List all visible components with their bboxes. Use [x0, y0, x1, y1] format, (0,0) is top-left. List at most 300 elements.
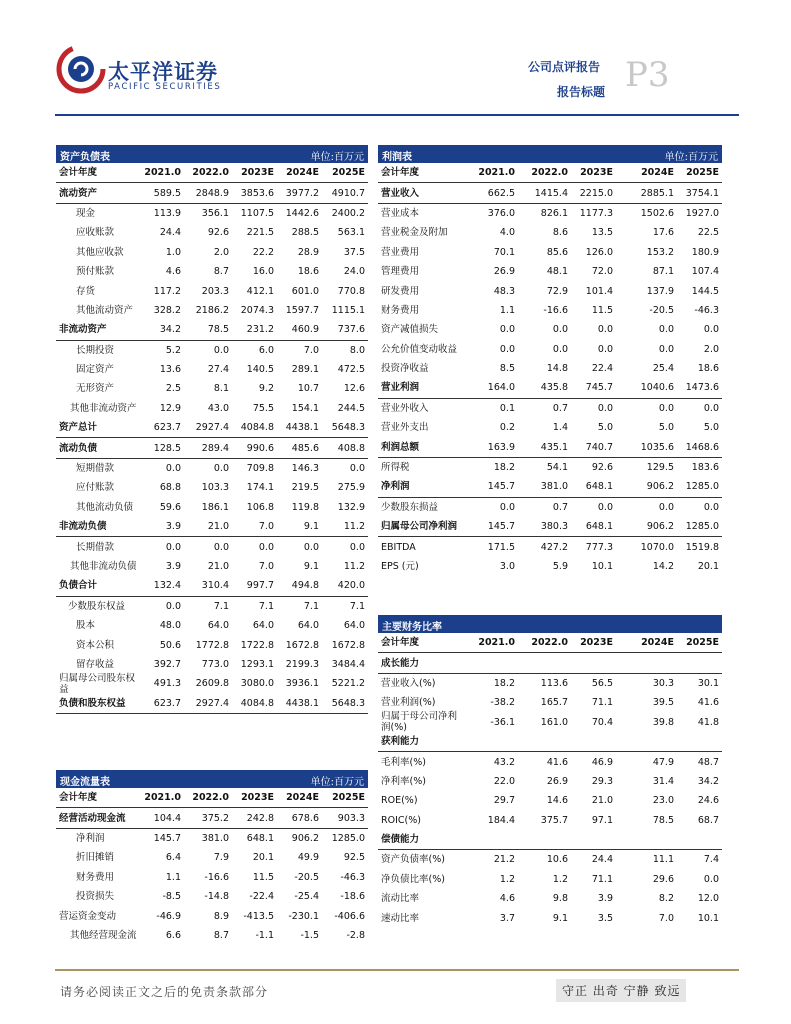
value-cell: -16.6	[204, 871, 229, 883]
value-cell: 78.5	[207, 324, 229, 336]
value-cell: 11.2	[343, 561, 365, 572]
row-label: 存货	[76, 285, 96, 297]
value-cell: 310.4	[201, 580, 229, 592]
table-row	[378, 908, 722, 927]
value-cell: 485.6	[291, 442, 319, 454]
value-cell: 34.2	[159, 324, 181, 336]
value-cell: 589.5	[153, 187, 181, 199]
table-row	[56, 868, 368, 887]
value-cell: 1502.6	[640, 207, 674, 219]
table-row	[378, 772, 722, 791]
value-cell: 71.1	[591, 873, 613, 885]
value-cell: 3080.0	[240, 678, 274, 690]
year-cell: 2025E	[686, 167, 719, 179]
row-label: 投资损失	[76, 891, 115, 903]
table-row	[378, 243, 722, 262]
table-row	[378, 752, 722, 771]
row-label: 利润总额	[381, 441, 420, 453]
value-cell: 24.4	[159, 227, 181, 239]
income-statement-table	[378, 145, 722, 576]
value-cell: 678.6	[291, 812, 319, 824]
value-cell: 78.5	[652, 814, 674, 826]
value-cell: 289.1	[291, 364, 319, 376]
value-cell: 0.0	[703, 873, 719, 885]
value-cell: 145.7	[487, 481, 515, 493]
value-cell: 0.0	[703, 402, 719, 414]
value-cell: 48.7	[697, 756, 719, 768]
value-cell: 0.0	[703, 324, 719, 336]
row-label: 成长能力	[381, 657, 420, 669]
value-cell: 0.0	[165, 600, 181, 612]
value-cell: 146.3	[291, 463, 319, 475]
value-cell: 107.4	[691, 266, 719, 278]
value-cell: 5.2	[165, 344, 181, 356]
row-label: 应收账款	[76, 227, 115, 239]
value-cell: 64.0	[343, 620, 365, 632]
value-cell: 2927.4	[195, 697, 229, 709]
row-label: 营业税金及附加	[381, 227, 448, 239]
value-cell: 103.3	[201, 482, 229, 494]
value-cell: 0.0	[597, 343, 614, 355]
value-cell: 20.1	[697, 561, 719, 572]
table-row	[378, 262, 722, 281]
value-cell: 0.1	[499, 402, 515, 414]
table-row	[56, 438, 368, 458]
value-cell: 0.0	[499, 324, 515, 336]
table-row	[378, 204, 722, 223]
value-cell: 1442.6	[285, 207, 319, 219]
value-cell: 1927.0	[685, 207, 719, 219]
row-label: EPS (元)	[381, 561, 419, 572]
value-cell: 0.0	[597, 501, 613, 513]
year-cell: 2022.0	[531, 167, 568, 179]
table-row	[378, 732, 722, 752]
table-row	[56, 223, 368, 242]
value-cell: 128.5	[153, 442, 181, 454]
value-cell: 289.4	[201, 442, 229, 454]
value-cell: 11.5	[252, 871, 274, 883]
row-label: 长期投资	[76, 344, 115, 356]
financial-ratios-table	[378, 615, 722, 928]
table-row	[56, 399, 368, 418]
value-cell: 6.6	[165, 929, 181, 941]
value-cell: 54.1	[546, 462, 568, 474]
value-cell: 491.3	[153, 678, 181, 690]
year-cell: 2025E	[332, 167, 365, 179]
value-cell: 1415.4	[534, 187, 568, 199]
table-row	[56, 478, 368, 497]
row-label: 非流动负债	[59, 521, 107, 533]
value-cell: 10.1	[697, 912, 719, 924]
value-cell: 37.5	[343, 246, 365, 258]
table-row	[378, 301, 722, 320]
table-row	[378, 517, 722, 537]
year-cell: 2022.0	[531, 637, 568, 649]
row-label: 毛利率(%)	[381, 756, 426, 768]
value-cell: -46.3	[340, 871, 365, 883]
row-label: 负债合计	[59, 580, 98, 592]
value-cell: 1519.8	[685, 541, 719, 553]
value-cell: 8.1	[213, 383, 229, 395]
value-cell: 21.0	[207, 521, 229, 533]
value-cell: 5.0	[658, 422, 674, 434]
value-cell: 3.5	[597, 912, 613, 924]
value-cell: 0.0	[552, 343, 569, 355]
value-cell: 26.9	[493, 266, 515, 278]
value-cell: 1672.8	[331, 639, 365, 651]
value-cell: 1672.8	[285, 639, 319, 651]
table-row	[378, 458, 722, 477]
value-cell: 46.9	[591, 756, 613, 768]
value-cell: 129.5	[646, 462, 674, 474]
value-cell: 3.9	[165, 561, 181, 572]
value-cell: 68.7	[697, 814, 719, 826]
row-label: 营业利润	[381, 382, 420, 394]
value-cell: 494.8	[291, 580, 319, 592]
value-cell: 381.0	[201, 832, 229, 844]
value-cell: 85.6	[546, 246, 568, 258]
value-cell: 328.2	[153, 304, 181, 316]
year-cell: 2024E	[641, 637, 674, 649]
row-label: 净利率(%)	[381, 775, 426, 787]
value-cell: 30.3	[652, 677, 674, 689]
value-cell: 184.4	[487, 814, 515, 826]
row-label: 经营活动现金流	[59, 812, 126, 824]
value-cell: 186.1	[201, 501, 229, 513]
value-cell: 56.5	[591, 677, 613, 689]
value-cell: 709.8	[246, 463, 274, 475]
value-cell: 153.2	[646, 246, 674, 258]
row-label: 营业外收入	[381, 402, 429, 414]
value-cell: 22.5	[697, 227, 719, 239]
table-row	[378, 811, 722, 830]
value-cell: 356.1	[201, 207, 229, 219]
value-cell: 3936.1	[285, 678, 319, 690]
value-cell: 1293.1	[240, 658, 274, 670]
value-cell: -25.4	[294, 891, 319, 903]
value-cell: 0.0	[703, 501, 719, 513]
value-cell: 119.8	[291, 501, 319, 513]
value-cell: 3.9	[165, 521, 181, 533]
value-cell: 906.2	[646, 481, 674, 493]
row-label: 所得税	[381, 462, 410, 474]
year-label: 会计年度	[381, 637, 420, 649]
value-cell: 161.0	[540, 716, 568, 728]
table-row	[378, 830, 722, 850]
value-cell: 21.2	[493, 854, 515, 866]
value-cell: 0.7	[552, 402, 568, 414]
value-cell: 1.2	[552, 873, 568, 885]
value-cell: 3.0	[499, 561, 515, 572]
value-cell: 0.0	[349, 463, 365, 475]
value-cell: 8.0	[349, 344, 365, 356]
value-cell: 163.9	[487, 441, 515, 453]
value-cell: 145.7	[487, 521, 516, 533]
value-cell: 375.2	[201, 812, 229, 824]
table-title-bar	[378, 145, 722, 163]
row-label: 营业成本	[381, 207, 420, 219]
value-cell: -413.5	[243, 910, 274, 922]
value-cell: 0.0	[213, 463, 229, 475]
value-cell: -20.5	[294, 871, 319, 883]
value-cell: -22.4	[249, 891, 274, 903]
value-cell: 48.1	[546, 266, 568, 278]
value-cell: 219.5	[291, 482, 319, 494]
value-cell: 745.7	[585, 382, 613, 394]
value-cell: 412.1	[246, 285, 274, 297]
table-row	[56, 418, 368, 438]
value-cell: 0.0	[597, 324, 613, 336]
value-cell: 7.1	[349, 600, 365, 612]
value-cell: 164.0	[487, 382, 515, 394]
value-cell: 1115.1	[331, 304, 365, 316]
table-row	[56, 906, 368, 925]
value-cell: 3977.2	[285, 187, 319, 199]
value-cell: 0.0	[658, 324, 674, 336]
value-cell: 1285.0	[685, 521, 720, 533]
value-cell: 12.9	[159, 402, 181, 414]
table-row	[378, 223, 722, 242]
value-cell: 13.6	[159, 364, 181, 376]
value-cell: 826.1	[540, 207, 568, 219]
value-cell: -18.6	[340, 891, 365, 903]
value-cell: 64.0	[207, 620, 229, 632]
value-cell: 0.0	[258, 541, 274, 553]
value-cell: 2609.8	[195, 678, 229, 690]
value-cell: 9.2	[258, 383, 274, 395]
table-row	[56, 379, 368, 398]
value-cell: 5221.2	[331, 678, 365, 690]
year-header-row	[56, 788, 368, 808]
row-label: 其他流动负债	[76, 501, 134, 513]
value-cell: 1.0	[165, 246, 181, 258]
table-title: 利润表	[382, 152, 412, 163]
table-row	[378, 320, 722, 339]
year-cell: 2021.0	[478, 167, 515, 179]
value-cell: 5648.3	[331, 697, 365, 709]
balance-sheet-table	[56, 145, 368, 714]
row-label: 营业费用	[381, 246, 420, 258]
value-cell: 39.5	[652, 697, 674, 709]
value-cell: -1.5	[300, 929, 319, 941]
value-cell: 165.7	[540, 697, 568, 709]
value-cell: 26.9	[546, 775, 568, 787]
table-row	[56, 635, 368, 654]
value-cell: 43.2	[493, 756, 515, 768]
row-label: 长期借款	[76, 541, 115, 553]
value-cell: 0.0	[349, 541, 365, 553]
year-cell: 2021.0	[144, 792, 181, 804]
value-cell: 1107.5	[240, 207, 274, 219]
table-unit: 单位:百万元	[664, 152, 718, 163]
value-cell: 27.4	[207, 364, 229, 376]
value-cell: 2.5	[165, 383, 181, 395]
value-cell: 5.0	[597, 422, 613, 434]
value-cell: 1285.0	[331, 832, 365, 844]
row-label: 归属于母公司净利润(%)	[381, 711, 458, 734]
value-cell: 75.5	[252, 402, 274, 414]
value-cell: 24.0	[343, 266, 365, 278]
value-cell: -46.3	[694, 304, 719, 316]
value-cell: 2215.0	[579, 187, 613, 199]
value-cell: 5.9	[552, 561, 568, 572]
year-header-row	[378, 163, 722, 183]
value-cell: 4.6	[499, 893, 515, 905]
value-cell: 0.0	[213, 541, 229, 553]
row-label: ROIC(%)	[381, 814, 421, 826]
row-label: 非流动资产	[59, 324, 107, 336]
value-cell: 435.1	[540, 441, 568, 453]
row-label: 偿债能力	[381, 834, 420, 846]
value-cell: -8.5	[162, 891, 181, 903]
table-row	[378, 557, 722, 576]
year-cell: 2025E	[686, 637, 719, 649]
value-cell: 18.2	[493, 677, 515, 689]
table-row	[56, 616, 368, 635]
value-cell: -16.6	[543, 304, 568, 316]
value-cell: 244.5	[337, 402, 365, 414]
value-cell: 92.6	[207, 227, 229, 239]
value-cell: 101.4	[585, 285, 613, 297]
row-label: 营业外支出	[381, 422, 429, 434]
value-cell: 1473.6	[685, 382, 719, 394]
value-cell: 14.8	[546, 363, 568, 375]
value-cell: 106.8	[246, 501, 274, 513]
value-cell: 11.2	[343, 521, 365, 533]
value-cell: 30.1	[697, 677, 719, 689]
row-label: 应付账款	[76, 482, 115, 494]
footer-motto: 守正 出奇 宁静 致远	[556, 979, 686, 1002]
value-cell: 662.5	[487, 187, 515, 199]
table-row	[378, 674, 722, 693]
table-unit: 单位:百万元	[310, 152, 364, 163]
table-row	[56, 360, 368, 379]
value-cell: 392.7	[153, 658, 181, 670]
year-header-row	[56, 163, 368, 183]
value-cell: 48.0	[159, 620, 181, 632]
table-row	[56, 674, 368, 693]
value-cell: 906.2	[646, 521, 675, 533]
value-cell: -230.1	[288, 910, 319, 922]
table-unit: 单位:百万元	[310, 777, 364, 788]
value-cell: 8.9	[213, 910, 229, 922]
value-cell: 20.1	[252, 852, 274, 864]
table-row	[56, 887, 368, 906]
value-cell: 990.6	[246, 442, 274, 454]
value-cell: 1468.6	[685, 441, 719, 453]
value-cell: 623.7	[153, 697, 181, 709]
table-row	[378, 359, 722, 378]
table-title-bar	[378, 615, 722, 633]
value-cell: 9.1	[303, 521, 319, 533]
value-cell: 12.0	[697, 893, 719, 905]
value-cell: 1285.0	[685, 481, 719, 493]
value-cell: 17.6	[652, 227, 674, 239]
value-cell: 231.2	[246, 324, 274, 336]
table-row	[378, 850, 722, 869]
table-row	[56, 829, 368, 848]
table-row	[56, 459, 368, 478]
value-cell: 1040.6	[640, 382, 674, 394]
value-cell: 7.0	[303, 344, 319, 356]
value-cell: 1722.8	[240, 639, 274, 651]
value-cell: 427.2	[540, 541, 568, 553]
value-cell: 472.5	[337, 364, 365, 376]
value-cell: 601.0	[291, 285, 319, 297]
value-cell: 97.1	[591, 814, 613, 826]
value-cell: 1597.7	[285, 304, 319, 316]
table-row	[378, 653, 722, 673]
row-label: 其他非流动资产	[70, 402, 137, 414]
value-cell: 48.3	[493, 285, 515, 297]
value-cell: 41.6	[546, 756, 568, 768]
row-label: 股本	[76, 620, 96, 632]
value-cell: 104.4	[153, 812, 181, 824]
row-label: 流动比率	[381, 893, 420, 905]
row-label: 归属母公司股东权益	[59, 672, 136, 695]
value-cell: 41.6	[697, 697, 719, 709]
value-cell: 375.7	[540, 814, 568, 826]
year-cell: 2025E	[332, 792, 365, 804]
value-cell: 5648.3	[331, 422, 365, 434]
value-cell: -406.6	[334, 910, 365, 922]
value-cell: 1070.0	[640, 541, 674, 553]
value-cell: 0.0	[658, 501, 674, 513]
value-cell: 563.1	[337, 227, 365, 239]
table-row	[378, 378, 722, 398]
value-cell: 50.6	[159, 639, 181, 651]
value-cell: 3754.1	[685, 187, 719, 199]
row-label: 无形资产	[76, 383, 115, 395]
value-cell: 113.6	[540, 677, 568, 689]
table-row	[378, 791, 722, 810]
row-label: 预付账款	[76, 266, 115, 278]
table-row	[56, 576, 368, 596]
value-cell: 92.6	[591, 462, 613, 474]
row-label: 公允价值变动收益	[381, 343, 458, 355]
row-label: 财务费用	[76, 871, 115, 883]
value-cell: 23.0	[652, 795, 674, 807]
table-row	[378, 498, 722, 517]
value-cell: -46.9	[156, 910, 181, 922]
year-label: 会计年度	[59, 792, 98, 804]
value-cell: 2.0	[703, 343, 720, 355]
value-cell: 39.8	[652, 716, 674, 728]
table-row	[56, 320, 368, 340]
logo-english-name: PACIFIC SECURITIES	[108, 82, 222, 92]
table-title: 现金流量表	[60, 777, 110, 788]
value-cell: 0.0	[213, 344, 229, 356]
value-cell: 770.8	[337, 285, 365, 297]
value-cell: 43.0	[207, 402, 229, 414]
value-cell: 7.9	[213, 852, 229, 864]
year-cell: 2023E	[580, 637, 613, 649]
year-header-row	[378, 633, 722, 653]
value-cell: 12.6	[343, 383, 365, 395]
value-cell: 203.3	[201, 285, 229, 297]
value-cell: 8.6	[552, 227, 568, 239]
value-cell: 4084.8	[240, 422, 274, 434]
value-cell: 154.1	[291, 402, 319, 414]
value-cell: 14.6	[546, 795, 568, 807]
table-row	[56, 808, 368, 828]
table-row	[378, 693, 722, 712]
value-cell: 2186.2	[195, 304, 229, 316]
value-cell: 34.2	[697, 775, 719, 787]
value-cell: 70.1	[493, 246, 515, 258]
value-cell: 8.7	[213, 929, 229, 941]
row-label: 营业利润(%)	[381, 697, 436, 709]
